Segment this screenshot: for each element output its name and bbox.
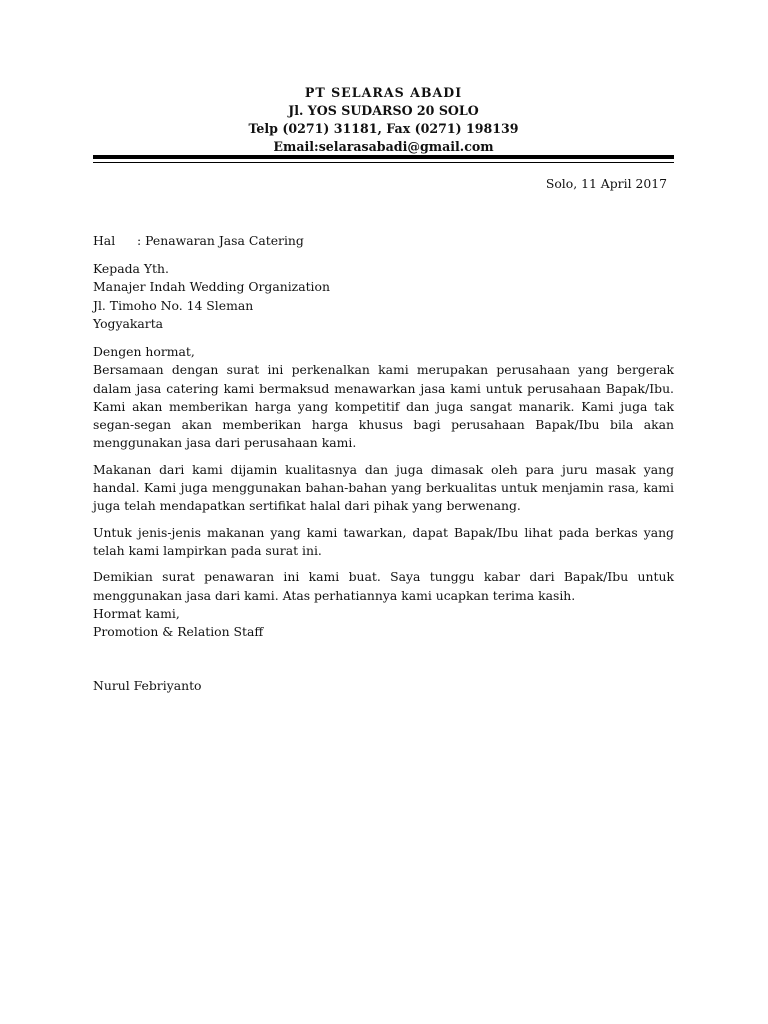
- recipient-block: [93, 260, 674, 333]
- recipient-greeting: Kepada Yth.: [93, 261, 169, 276]
- letterhead: [93, 84, 674, 156]
- body-paragraph-1: Bersamaan dengan surat ini perkenalkan kami merupakan perusahaan yang bergerak dalam jasa catering kami bermaksud menawarkan jasa kami untuk perusahaan Bapak/Ibu. Kami akan memberikan harga yang kompetitif dan juga sangat manarik. Kami juga tak segan-segan akan memberikan harga khusus bagi perusahaan Bapak/Ibu bila akan menggunakan jasa dari perusahaan kami.: [93, 362, 674, 451]
- closing-regards: Hormat kami,: [93, 606, 180, 621]
- closing-position: Promotion & Relation Staff: [93, 624, 264, 640]
- letter-body: [93, 343, 674, 605]
- letterhead-divider-thin: [93, 162, 674, 163]
- letterhead-divider-thick: [93, 155, 674, 159]
- subject-line: [93, 232, 674, 250]
- recipient-name: Manajer Indah Wedding Organization: [93, 279, 330, 295]
- salutation: Dengen hormat,: [93, 344, 195, 359]
- recipient-street: Jl. Timoho No. 14 Sleman: [93, 297, 254, 313]
- body-paragraph-4: Demikian surat penawaran ini kami buat. Saya tunggu kabar dari Bapak/Ibu untuk menggunakan jasa dari kami. Atas perhatiannya kami ucapkan terima kasih.: [93, 569, 674, 603]
- closing-block: [93, 605, 674, 642]
- company-email: Email:selarasabadi@gmail.com: [273, 139, 494, 154]
- subject-value: : Penawaran Jasa Catering: [137, 233, 304, 248]
- company-name: PT SELARAS ABADI: [304, 85, 463, 100]
- letter-date: Solo, 11 April 2017: [545, 176, 667, 191]
- company-phone: Telp (0271) 31181, Fax (0271) 198139: [248, 121, 519, 136]
- recipient-city: Yogyakarta: [93, 315, 164, 331]
- company-address: Jl. YOS SUDARSO 20 SOLO: [288, 103, 479, 118]
- body-paragraph-3: Untuk jenis-jenis makanan yang kami tawarkan, dapat Bapak/Ibu lihat pada berkas yang telah kami lampirkan pada surat ini.: [93, 524, 674, 558]
- subject-label: Hal: [93, 233, 116, 248]
- signer-name: Nurul Febriyanto: [93, 678, 202, 693]
- body-paragraph-2: Makanan dari kami dijamin kualitasnya dan juga dimasak oleh para juru masak yang handal. Kami juga menggunakan bahan-bahan yang berkualitas untuk menjamin rasa, kami juga telah mendapatkan sertifikat halal dari pihak yang berwenang.: [93, 461, 674, 514]
